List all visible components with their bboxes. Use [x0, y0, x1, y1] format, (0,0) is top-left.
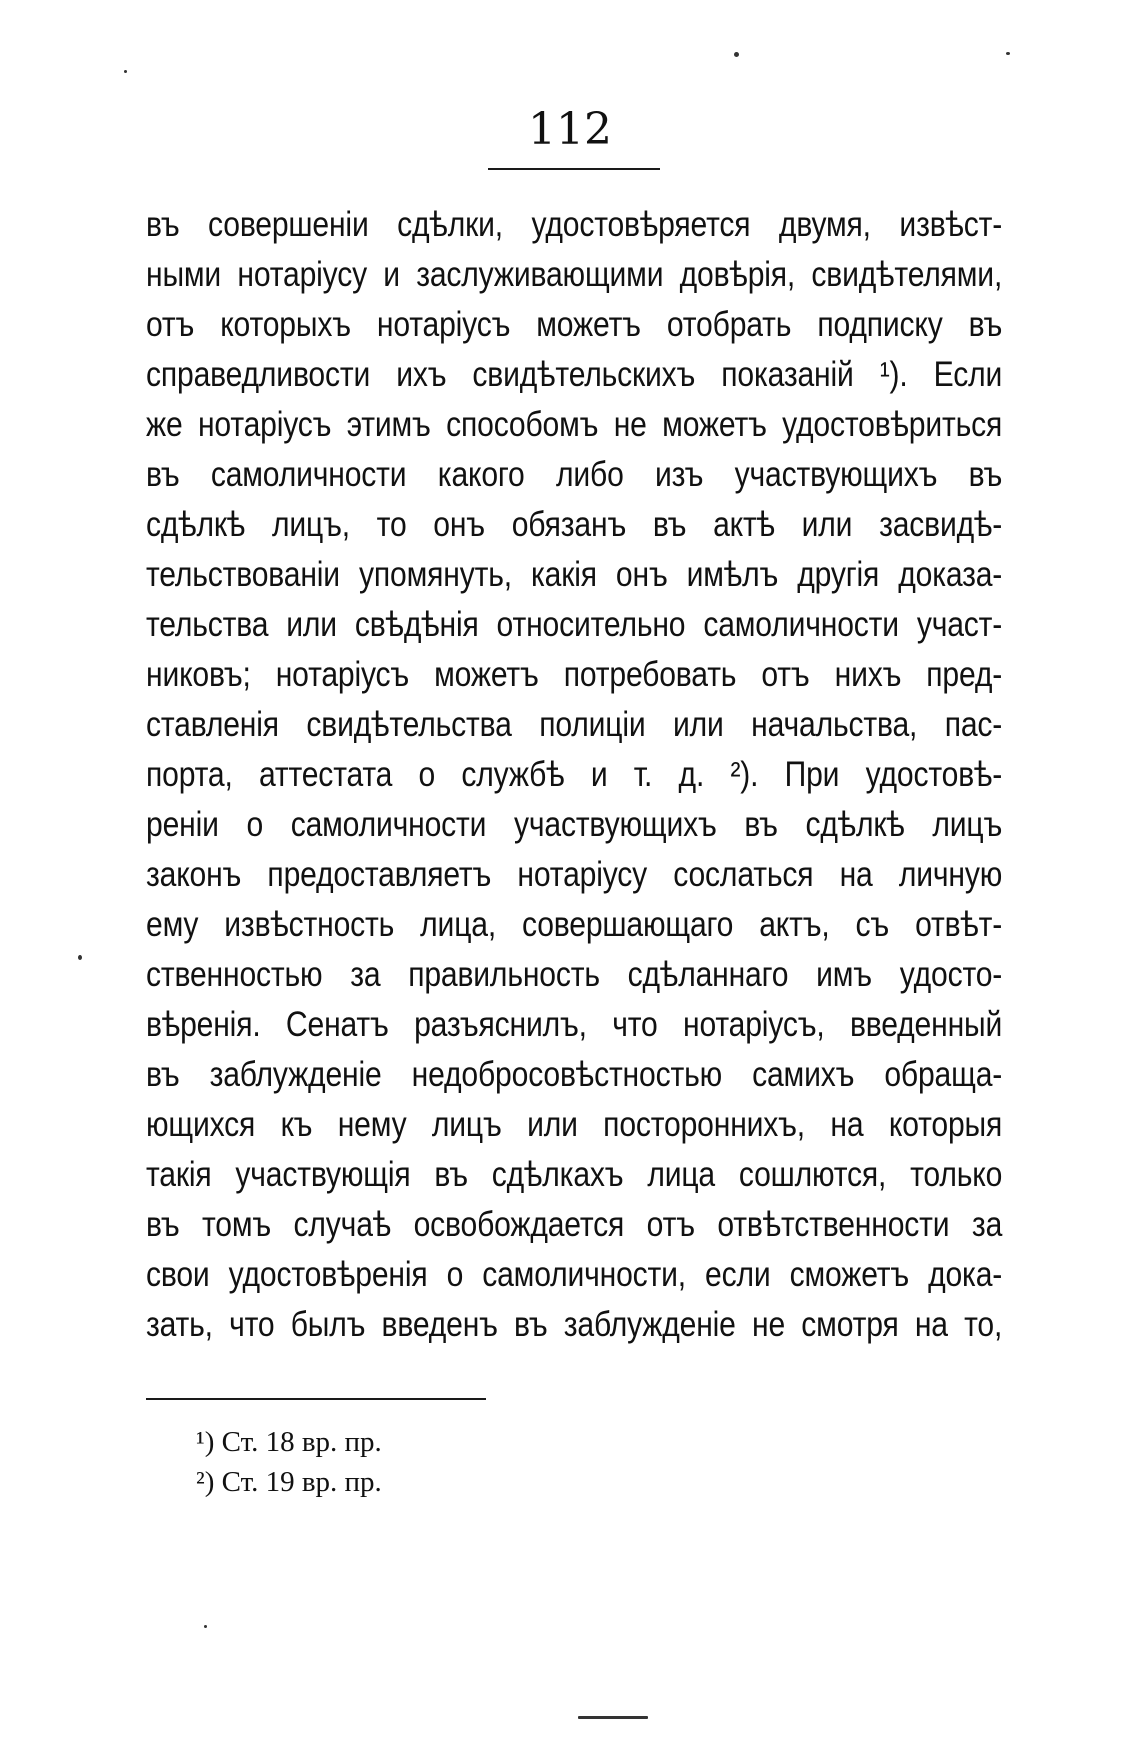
text-line: въ самоличности какого либо изъ участвующихъ въ — [146, 455, 1003, 494]
text-line: зать, что былъ введенъ въ заблужденіе не смотря на то, — [146, 1305, 1003, 1344]
text-line: же нотаріусъ этимъ способомъ не можетъ удостовѣриться — [146, 405, 1003, 444]
text-line: ными нотаріусу и заслуживающими довѣрія, свидѣтелями, — [146, 255, 1003, 294]
footnote-mark: ¹) — [196, 1426, 215, 1458]
text-line: свои удостовѣренія о самоличности, если сможетъ дока- — [146, 1255, 1003, 1294]
text-line: законъ предоставляетъ нотаріусу сослаться на личную — [146, 855, 1003, 894]
text-line: такія участвующія въ сдѣлкахъ лица сошлются, только — [146, 1155, 1003, 1194]
text-line: въ заблужденіе недобросовѣстностью самихъ обраща- — [146, 1055, 1003, 1094]
text-line: справедливости ихъ свидѣтельскихъ показаній ¹). Если — [146, 355, 1003, 394]
footnote — [196, 1422, 796, 1462]
footnote — [196, 1462, 796, 1502]
text-line: ему извѣстность лица, совершающаго актъ, съ отвѣт- — [146, 905, 1003, 944]
text-line: тельства или свѣдѣнія относительно самоличности участ- — [146, 605, 1003, 644]
scan-speck — [204, 1625, 207, 1628]
footnote-separator — [146, 1398, 486, 1400]
footnote-text: Ст. 18 вр. пр. — [221, 1426, 382, 1458]
footnotes — [196, 1422, 796, 1502]
scan-speck — [578, 1716, 648, 1719]
footnote-text: Ст. 19 вр. пр. — [221, 1466, 382, 1498]
scan-speck — [734, 52, 739, 57]
text-line: реніи о самоличности участвующихъ въ сдѣлкѣ лицъ — [146, 805, 1003, 844]
text-line: порта, аттестата о службѣ и т. д. ²). При удостовѣ- — [146, 755, 1003, 794]
text-line: ющихся къ нему лицъ или постороннихъ, на которыя — [146, 1105, 1003, 1144]
text-line: въ совершеніи сдѣлки, удостовѣряется двумя, извѣст- — [146, 205, 1003, 244]
body-text — [146, 200, 1002, 1350]
text-line: въ томъ случаѣ освобождается отъ отвѣтственности за — [146, 1205, 1003, 1244]
page-number-rule — [488, 168, 660, 170]
text-line: ставленія свидѣтельства полиціи или начальства, пас- — [146, 705, 1003, 744]
text-line: ственностью за правильность сдѣланнаго имъ удосто- — [146, 955, 1003, 994]
text-line: отъ которыхъ нотаріусъ можетъ отобрать подписку въ — [146, 305, 1003, 344]
scan-speck — [124, 70, 127, 73]
text-line: сдѣлкѣ лицъ, то онъ обязанъ въ актѣ или засвидѣ- — [146, 505, 1003, 544]
scan-speck — [78, 955, 82, 960]
footnote-mark: ²) — [196, 1466, 215, 1498]
text-line: вѣренія. Сенатъ разъяснилъ, что нотаріусъ, введенный — [146, 1005, 1003, 1044]
text-line: никовъ; нотаріусъ можетъ потребовать отъ нихъ пред- — [146, 655, 1003, 694]
page-number: 112 — [528, 104, 612, 155]
scan-speck — [1006, 52, 1010, 55]
text-line: тельствованіи упомянуть, какія онъ имѣлъ другія доказа- — [146, 555, 1003, 594]
